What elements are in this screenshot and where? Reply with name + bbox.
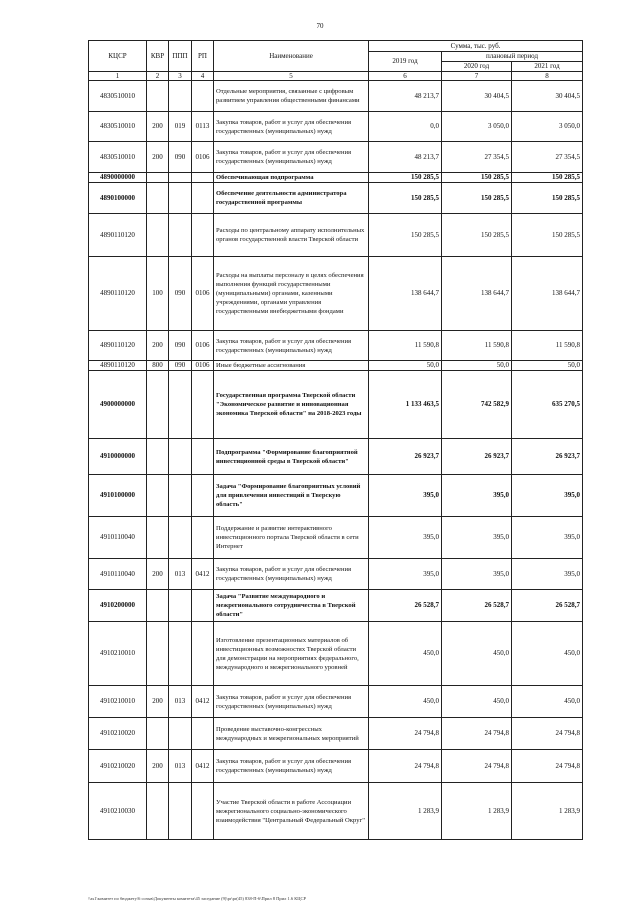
amount-2021-cell: 27 354,5: [512, 142, 583, 173]
header-year-2019: 2019 год: [369, 52, 442, 72]
header-kcsr: КЦСР: [89, 41, 147, 72]
rp-cell: 0412: [192, 559, 214, 590]
amount-2021-cell: 150 285,5: [512, 183, 583, 214]
amount-2021-cell: 138 644,7: [512, 257, 583, 331]
amount-2021-cell: 24 794,8: [512, 750, 583, 783]
kvr-cell: [147, 622, 169, 686]
amount-2019-cell: 450,0: [369, 622, 442, 686]
table-row: [89, 475, 583, 517]
name-cell: Закупка товаров, работ и услуг для обеспечения государственных (муниципальных) нужд: [214, 142, 369, 173]
header-kvr: КВР: [147, 41, 169, 72]
ppp-cell: [169, 590, 192, 622]
rp-cell: [192, 173, 214, 183]
amount-2020-cell: 1 283,9: [442, 783, 512, 840]
name-cell: Закупка товаров, работ и услуг для обеспечения государственных (муниципальных) нужд: [214, 559, 369, 590]
amount-2019-cell: 26 923,7: [369, 439, 442, 475]
amount-2020-cell: 30 404,5: [442, 81, 512, 112]
amount-2019-cell: 50,0: [369, 361, 442, 371]
kcsr-cell: 4890110120: [89, 257, 147, 331]
rp-cell: [192, 183, 214, 214]
name-cell: Закупка товаров, работ и услуг для обеспечения государственных (муниципальных) нужд: [214, 686, 369, 718]
amount-2020-cell: 138 644,7: [442, 257, 512, 331]
name-cell: Участие Тверской области в работе Ассоциации межрегионального социально-экономического взаимодействия "Центральный Федеральный Округ": [214, 783, 369, 840]
amount-2019-cell: 150 285,5: [369, 214, 442, 257]
amount-2021-cell: 24 794,8: [512, 718, 583, 750]
table-row: [89, 361, 583, 371]
amount-2021-cell: 30 404,5: [512, 81, 583, 112]
amount-2019-cell: 1 133 463,5: [369, 371, 442, 439]
rp-cell: [192, 371, 214, 439]
table-row: [89, 142, 583, 173]
kcsr-cell: 4910000000: [89, 439, 147, 475]
table-header: [89, 41, 583, 81]
page-number: 70: [316, 22, 324, 30]
table-row: [89, 183, 583, 214]
ppp-cell: 013: [169, 559, 192, 590]
name-cell: Изготовление презентационных материалов об инвестиционных возможностях Тверской области для демонстрации на мероприятиях федерального, международного и межрегионального уровней: [214, 622, 369, 686]
column-index: 5: [214, 72, 369, 81]
kcsr-cell: 4910100000: [89, 475, 147, 517]
kcsr-cell: 4910210010: [89, 686, 147, 718]
amount-2019-cell: 48 213,7: [369, 81, 442, 112]
amount-2020-cell: 395,0: [442, 517, 512, 559]
ppp-cell: 019: [169, 112, 192, 142]
kvr-cell: [147, 718, 169, 750]
kcsr-cell: 4890110120: [89, 361, 147, 371]
rp-cell: [192, 214, 214, 257]
name-cell: Закупка товаров, работ и услуг для обеспечения государственных (муниципальных) нужд: [214, 750, 369, 783]
table-row: [89, 517, 583, 559]
rp-cell: [192, 783, 214, 840]
amount-2020-cell: 450,0: [442, 622, 512, 686]
amount-2020-cell: 742 582,9: [442, 371, 512, 439]
amount-2021-cell: 50,0: [512, 361, 583, 371]
name-cell: Закупка товаров, работ и услуг для обеспечения государственных (муниципальных) нужд: [214, 112, 369, 142]
ppp-cell: [169, 475, 192, 517]
amount-2021-cell: 635 270,5: [512, 371, 583, 439]
table-row: [89, 750, 583, 783]
kcsr-cell: 4890000000: [89, 173, 147, 183]
amount-2019-cell: 48 213,7: [369, 142, 442, 173]
amount-2021-cell: 450,0: [512, 686, 583, 718]
amount-2019-cell: 0,0: [369, 112, 442, 142]
amount-2020-cell: 450,0: [442, 686, 512, 718]
ppp-cell: [169, 81, 192, 112]
table-row: [89, 331, 583, 361]
table-body: [89, 81, 583, 840]
kvr-cell: [147, 81, 169, 112]
amount-2021-cell: 395,0: [512, 475, 583, 517]
kvr-cell: [147, 517, 169, 559]
amount-2019-cell: 138 644,7: [369, 257, 442, 331]
amount-2020-cell: 27 354,5: [442, 142, 512, 173]
column-index: 6: [369, 72, 442, 81]
kvr-cell: 200: [147, 750, 169, 783]
amount-2020-cell: 11 590,8: [442, 331, 512, 361]
rp-cell: 0412: [192, 686, 214, 718]
name-cell: Государственная программа Тверской области "Экономическое развитие и инновационная экономика Тверской области" на 2018-2023 годы: [214, 371, 369, 439]
kvr-cell: 200: [147, 331, 169, 361]
name-cell: Задача "Формирование благоприятных условий для привлечения инвестиций в Тверскую область": [214, 475, 369, 517]
amount-2021-cell: 150 285,5: [512, 173, 583, 183]
column-index: 1: [89, 72, 147, 81]
ppp-cell: [169, 783, 192, 840]
name-cell: Иные бюджетные ассигнования: [214, 361, 369, 371]
amount-2019-cell: 26 528,7: [369, 590, 442, 622]
ppp-cell: [169, 183, 192, 214]
kvr-cell: 100: [147, 257, 169, 331]
amount-2019-cell: 150 285,5: [369, 183, 442, 214]
name-cell: Расходы на выплаты персоналу в целях обеспечения выполнения функций государственными (муниципальными) органами, казенными учреждениями, органами управления государственными внебюджетными фондами: [214, 257, 369, 331]
amount-2021-cell: 450,0: [512, 622, 583, 686]
amount-2020-cell: 150 285,5: [442, 214, 512, 257]
column-index: 8: [512, 72, 583, 81]
rp-cell: 0412: [192, 750, 214, 783]
kcsr-cell: 4890100000: [89, 183, 147, 214]
column-index: 3: [169, 72, 192, 81]
amount-2021-cell: 1 283,9: [512, 783, 583, 840]
amount-2019-cell: 450,0: [369, 686, 442, 718]
ppp-cell: [169, 718, 192, 750]
amount-2019-cell: 1 283,9: [369, 783, 442, 840]
ppp-cell: 090: [169, 331, 192, 361]
table-row: [89, 371, 583, 439]
column-index-row: [89, 72, 583, 81]
ppp-cell: 013: [169, 686, 192, 718]
table-row: [89, 214, 583, 257]
rp-cell: [192, 622, 214, 686]
table-row: [89, 257, 583, 331]
kvr-cell: 800: [147, 361, 169, 371]
amount-2021-cell: 11 590,8: [512, 331, 583, 361]
header-sum: Сумма, тыс. руб.: [369, 41, 583, 52]
kcsr-cell: 4830510010: [89, 81, 147, 112]
table-row: [89, 686, 583, 718]
ppp-cell: [169, 173, 192, 183]
rp-cell: [192, 475, 214, 517]
name-cell: Поддержание и развитие интерактивного инвестиционного портала Тверской области в сети Интернет: [214, 517, 369, 559]
ppp-cell: [169, 371, 192, 439]
kcsr-cell: 4910110040: [89, 559, 147, 590]
name-cell: Закупка товаров, работ и услуг для обеспечения государственных (муниципальных) нужд: [214, 331, 369, 361]
header-year-2021: 2021 год: [512, 62, 583, 72]
table-row: [89, 622, 583, 686]
amount-2020-cell: 24 794,8: [442, 750, 512, 783]
table-row: [89, 718, 583, 750]
table-row: [89, 783, 583, 840]
ppp-cell: [169, 214, 192, 257]
rp-cell: 0106: [192, 361, 214, 371]
kcsr-cell: 4890110120: [89, 331, 147, 361]
rp-cell: 0106: [192, 331, 214, 361]
amount-2020-cell: 26 528,7: [442, 590, 512, 622]
amount-2021-cell: 3 050,0: [512, 112, 583, 142]
header-name: Наименование: [214, 41, 369, 72]
kvr-cell: 200: [147, 142, 169, 173]
amount-2019-cell: 395,0: [369, 475, 442, 517]
kcsr-cell: 4910210030: [89, 783, 147, 840]
kcsr-cell: 4910210010: [89, 622, 147, 686]
ppp-cell: [169, 439, 192, 475]
table-row: [89, 439, 583, 475]
header-ppp: ППП: [169, 41, 192, 72]
ppp-cell: [169, 622, 192, 686]
ppp-cell: 090: [169, 142, 192, 173]
kcsr-cell: 4900000000: [89, 371, 147, 439]
kvr-cell: [147, 475, 169, 517]
header-rp: РП: [192, 41, 214, 72]
table-row: [89, 559, 583, 590]
rp-cell: [192, 718, 214, 750]
kvr-cell: [147, 590, 169, 622]
amount-2021-cell: 26 528,7: [512, 590, 583, 622]
amount-2019-cell: 395,0: [369, 559, 442, 590]
rp-cell: 0106: [192, 142, 214, 173]
name-cell: Подпрограмма "Формирование благоприятной инвестиционной среды в Тверской области": [214, 439, 369, 475]
kvr-cell: [147, 371, 169, 439]
amount-2021-cell: 395,0: [512, 517, 583, 559]
amount-2021-cell: 26 923,7: [512, 439, 583, 475]
footer-file-path: \\zs1\комитет по бюджету\6 созыв\Документы комитета\45 заседание (9)\pr\pr(45) 838-П-6\Прил 8 Прил 1.6 КЦСР: [88, 896, 306, 901]
amount-2020-cell: 150 285,5: [442, 173, 512, 183]
kcsr-cell: 4830510010: [89, 112, 147, 142]
amount-2021-cell: 395,0: [512, 559, 583, 590]
rp-cell: [192, 81, 214, 112]
kvr-cell: 200: [147, 686, 169, 718]
name-cell: Расходы по центральному аппарату исполнительных органов государственной власти Тверской области: [214, 214, 369, 257]
kcsr-cell: 4830510010: [89, 142, 147, 173]
rp-cell: 0113: [192, 112, 214, 142]
table-row: [89, 81, 583, 112]
amount-2020-cell: 395,0: [442, 559, 512, 590]
amount-2020-cell: 395,0: [442, 475, 512, 517]
rp-cell: [192, 517, 214, 559]
name-cell: Обеспечивающая подпрограмма: [214, 173, 369, 183]
kvr-cell: [147, 439, 169, 475]
name-cell: Задача "Развитие международного и межрегионального сотрудничества в Тверской области": [214, 590, 369, 622]
kcsr-cell: 4910210020: [89, 750, 147, 783]
kvr-cell: 200: [147, 112, 169, 142]
column-index: 7: [442, 72, 512, 81]
budget-table: [88, 40, 583, 840]
ppp-cell: 090: [169, 361, 192, 371]
amount-2019-cell: 24 794,8: [369, 718, 442, 750]
kcsr-cell: 4890110120: [89, 214, 147, 257]
amount-2019-cell: 150 285,5: [369, 173, 442, 183]
kcsr-cell: 4910110040: [89, 517, 147, 559]
amount-2021-cell: 150 285,5: [512, 214, 583, 257]
amount-2019-cell: 24 794,8: [369, 750, 442, 783]
header-year-2020: 2020 год: [442, 62, 512, 72]
kvr-cell: [147, 183, 169, 214]
ppp-cell: 090: [169, 257, 192, 331]
kcsr-cell: 4910210020: [89, 718, 147, 750]
name-cell: Проведение выставочно-конгрессных международных и межрегиональных мероприятий: [214, 718, 369, 750]
name-cell: Обеспечение деятельности администратора государственной программы: [214, 183, 369, 214]
name-cell: Отдельные мероприятия, связанные с цифровым развитием управления общественными финансами: [214, 81, 369, 112]
kcsr-cell: 4910200000: [89, 590, 147, 622]
ppp-cell: 013: [169, 750, 192, 783]
kvr-cell: [147, 783, 169, 840]
amount-2019-cell: 395,0: [369, 517, 442, 559]
amount-2020-cell: 26 923,7: [442, 439, 512, 475]
column-index: 2: [147, 72, 169, 81]
rp-cell: [192, 439, 214, 475]
amount-2020-cell: 150 285,5: [442, 183, 512, 214]
column-index: 4: [192, 72, 214, 81]
header-plan-period: плановый период: [442, 52, 583, 62]
amount-2019-cell: 11 590,8: [369, 331, 442, 361]
kvr-cell: [147, 173, 169, 183]
table-row: [89, 173, 583, 183]
table-row: [89, 590, 583, 622]
amount-2020-cell: 3 050,0: [442, 112, 512, 142]
rp-cell: 0106: [192, 257, 214, 331]
kvr-cell: [147, 214, 169, 257]
table-row: [89, 112, 583, 142]
rp-cell: [192, 590, 214, 622]
amount-2020-cell: 50,0: [442, 361, 512, 371]
kvr-cell: 200: [147, 559, 169, 590]
ppp-cell: [169, 517, 192, 559]
amount-2020-cell: 24 794,8: [442, 718, 512, 750]
